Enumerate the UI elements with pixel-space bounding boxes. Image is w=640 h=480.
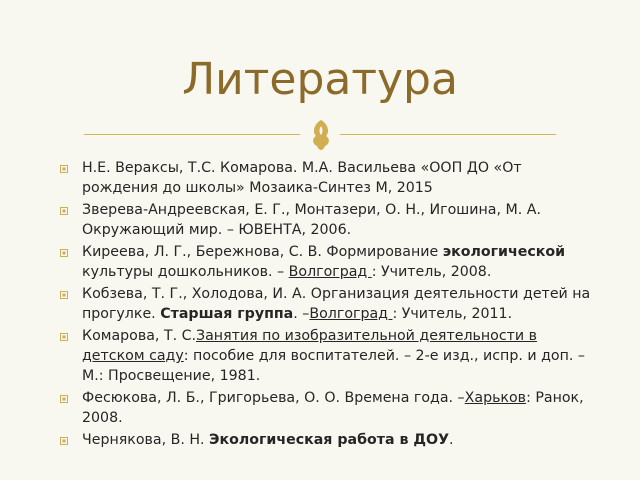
list-item bbox=[58, 326, 598, 386]
slide-title: Литература bbox=[182, 54, 458, 105]
list-item bbox=[58, 200, 598, 240]
title-divider-left bbox=[84, 134, 300, 135]
item-link-city[interactable]: Волгоград bbox=[288, 264, 372, 280]
item-text: : Ранок, 2008. bbox=[82, 390, 584, 426]
list-item bbox=[58, 158, 598, 198]
item-bold-term: Старшая группа bbox=[160, 306, 294, 322]
bullet-icon bbox=[60, 437, 68, 445]
item-bold-term: Экологическая работа в ДОУ bbox=[209, 432, 450, 448]
bullet-icon bbox=[60, 165, 68, 173]
item-text: Кобзева, Т. Г., Холодова, И. А. Организация деятельности детей на прогулке. bbox=[82, 286, 591, 322]
list-item bbox=[58, 430, 598, 450]
item-link-city[interactable]: Харьков bbox=[464, 390, 527, 406]
item-text: : Учитель, 2011. bbox=[392, 306, 513, 322]
item-text: . – bbox=[293, 306, 310, 322]
bullet-icon bbox=[60, 249, 68, 257]
item-link-city[interactable]: Волгоград bbox=[309, 306, 393, 322]
item-text: Н.Е. Вераксы, Т.С. Комарова. М.А. Васильева «ООП ДО «От рождения до школы» Мозаика-Синтез М, 2015 bbox=[82, 160, 522, 196]
item-link-title[interactable]: Занятия по изобразительной деятельности в детском саду bbox=[82, 328, 537, 364]
item-bold-term: экологической bbox=[442, 244, 566, 260]
item-text: Фесюкова, Л. Б., Григорьева, О. О. Времена года. – bbox=[82, 390, 465, 406]
item-text: : пособие для воспитателей. – 2-е изд., испр. и доп. – М.: Просвещение, 1981. bbox=[82, 348, 585, 384]
item-text: . bbox=[449, 432, 454, 448]
item-text: : Учитель, 2008. bbox=[371, 264, 492, 280]
item-text: Чернякова, В. Н. bbox=[82, 432, 210, 448]
bullet-icon bbox=[60, 395, 68, 403]
item-text: Зверева-Андреевская, Е. Г., Монтазери, О. Н., Игошина, М. А. Окружающий мир. – ЮВЕНТА, 2006. bbox=[82, 202, 541, 238]
item-text: Киреева, Л. Г., Бережнова, С. В. Формирование bbox=[82, 244, 443, 260]
item-text: культуры дошкольников. – bbox=[82, 264, 289, 280]
bullet-icon bbox=[60, 333, 68, 341]
list-item bbox=[58, 388, 598, 428]
bullet-icon bbox=[60, 291, 68, 299]
title-divider-right bbox=[340, 134, 556, 135]
list-item bbox=[58, 284, 598, 324]
bullet-icon bbox=[60, 207, 68, 215]
bibliography-list bbox=[58, 158, 598, 452]
item-text: Комарова, Т. С. bbox=[82, 328, 197, 344]
list-item bbox=[58, 242, 598, 282]
fleuron-icon bbox=[308, 118, 334, 152]
